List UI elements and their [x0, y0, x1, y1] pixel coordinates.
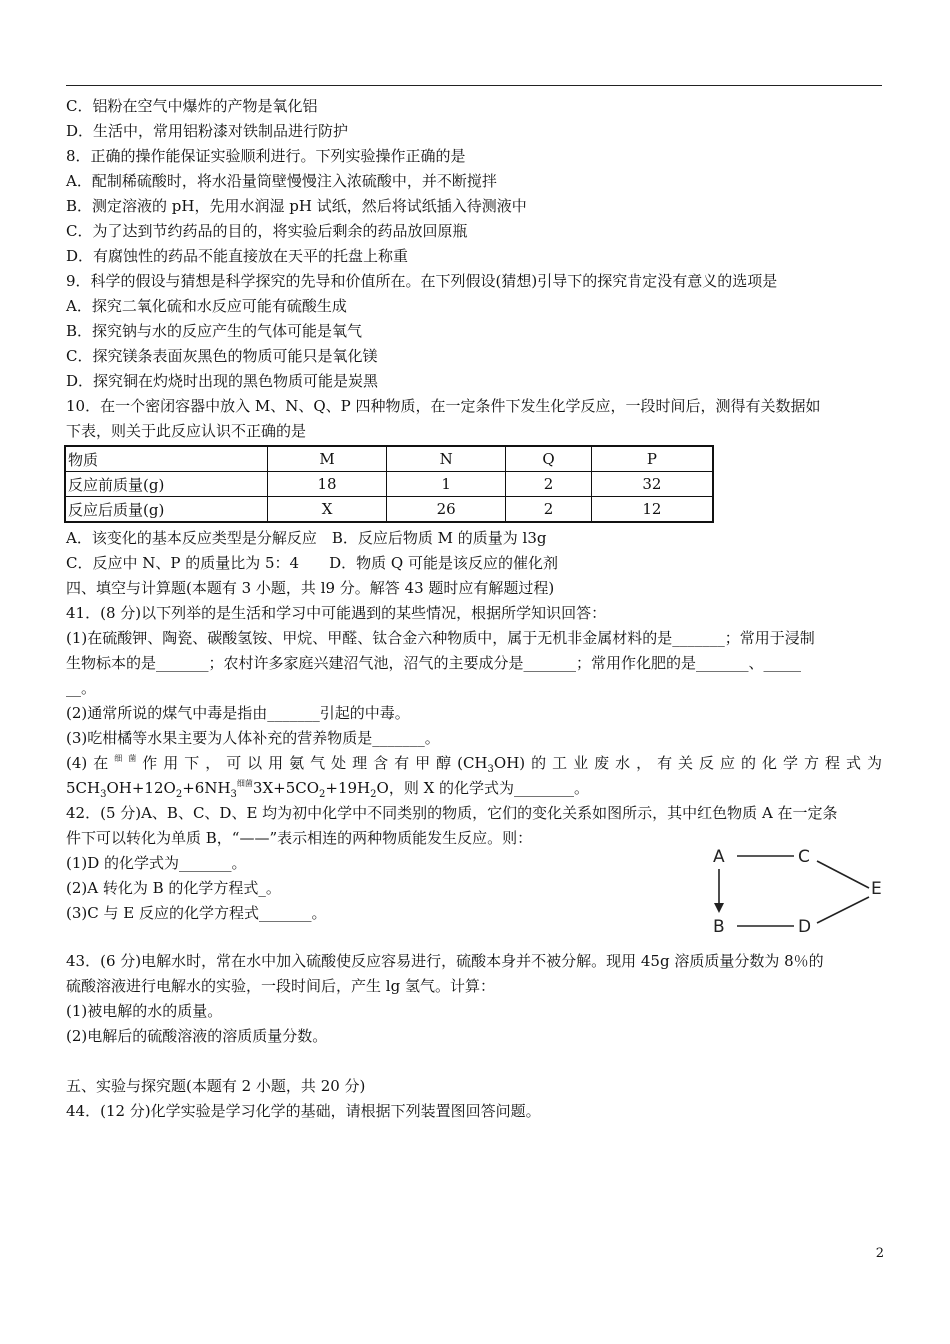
section4-heading: 四、填空与计算题(本题有 3 小题，共 l9 分。解答 43 题时应有解题过程) — [66, 579, 555, 597]
page-number: 2 — [875, 1246, 884, 1261]
q8-option-a: A．配制稀硫酸时，将水沿量筒壁慢慢注入浓硫酸中，并不断搅拌 — [66, 172, 497, 190]
q41-stem: 41．(8 分)以下列举的是生活和学习中可能遇到的某些情况，根据所学知识回答： — [66, 604, 607, 622]
q9-option-d: D．探究铜在灼烧时出现的黑色物质可能是炭黑 — [66, 372, 379, 390]
q42-stem-line1: 42．(5 分)A、B、C、D、E 均为初中化学中不同类别的物质，它们的变化关系如图所示，其中红色物质 A 在一定条 — [66, 804, 838, 822]
data-table — [64, 445, 714, 523]
q42-part1: (1)D 的化学式为_______。 — [66, 854, 247, 872]
q42-part3: (3)C 与 E 反应的化学方程式_______。 — [66, 904, 327, 922]
table-cell: N — [387, 446, 506, 472]
q7-option-d: D．生活中，常用铝粉漆对铁制品进行防护 — [66, 122, 349, 140]
table-cell: P — [591, 446, 713, 472]
q43-part1: (1)被电解的水的质量。 — [66, 1002, 223, 1020]
table-cell: 1 — [387, 472, 506, 497]
q42-part2: (2)A 转化为 B 的化学方程式_。 — [66, 879, 281, 897]
q41-part2: (2)通常所说的煤气中毒是指由_______引起的中毒。 — [66, 704, 410, 722]
q7-option-c: C．铝粉在空气中爆炸的产物是氧化铝 — [66, 97, 318, 115]
node-c: C — [798, 847, 810, 867]
link-d-e — [817, 897, 869, 923]
table-cell: 32 — [591, 472, 713, 497]
header-rule — [66, 85, 882, 86]
q9-option-a: A．探究二氧化硫和水反应可能有硫酸生成 — [66, 297, 347, 315]
q41-part4-line1: (4)在$^{细菌}$作用下，可以用氨气处理含有甲醇$(CH_3OH)$的工业废水，有关反应的化学方程式为 — [66, 754, 882, 775]
q41-part4-equation: $5CH_3OH+12O_2+6NH_3^{细菌}3X+5CO_2+19H_2O$，则 X 的化学式为________。 — [66, 779, 590, 800]
table-cell: 反应后质量(g) — [65, 497, 268, 523]
q9-option-c: C．探究镁条表面灰黑色的物质可能只是氧化镁 — [66, 347, 378, 365]
table-cell: 反应前质量(g) — [65, 472, 268, 497]
table-header-row — [65, 446, 713, 472]
q10-options-ab: A．该变化的基本反应类型是分解反应 B．反应后物质 M 的质量为 l3g — [66, 529, 547, 547]
table-cell: 26 — [387, 497, 506, 523]
table-cell: 2 — [506, 472, 592, 497]
table-cell: Q — [506, 446, 592, 472]
q10-stem-line2: 下表，则关于此反应认识不正确的是 — [66, 422, 307, 440]
node-e: E — [871, 879, 882, 899]
q8-option-b: B．测定溶液的 pH，先用水润湿 pH 试纸，然后将试纸插入待测液中 — [66, 197, 527, 215]
arrow-head — [714, 903, 724, 913]
q10-options-cd: C．反应中 N、P 的质量比为 5：4 D．物质 Q 可能是该反应的催化剂 — [66, 554, 558, 572]
q41-part1-line2: 生物标本的是_______；农村许多家庭兴建沼气池，沼气的主要成分是_______；常用作化肥的是_______、_____ — [66, 654, 802, 672]
node-b: B — [713, 917, 725, 937]
q41-part1-line1: (1)在硫酸钾、陶瓷、碳酸氢铵、甲烷、甲醛、钛合金六种物质中，属于无机非金属材料的是_______；常用于浸制 — [66, 629, 815, 647]
node-d: D — [798, 917, 812, 937]
q9-stem: 9．科学的假设与猜想是科学探究的先导和价值所在。在下列假设(猜想)引导下的探究肯定没有意义的选项是 — [66, 272, 778, 290]
table-row — [65, 472, 713, 497]
table-cell: X — [268, 497, 387, 523]
q8-option-d: D．有腐蚀性的药品不能直接放在天平的托盘上称重 — [66, 247, 409, 265]
q41-part1-line3: __。 — [66, 679, 97, 697]
q10-stem-line1: 10．在一个密闭容器中放入 M、N、Q、P 四种物质，在一定条件下发生化学反应，一段时间后，测得有关数据如 — [66, 397, 821, 415]
q8-option-c: C．为了达到节约药品的目的，将实验后剩余的药品放回原瓶 — [66, 222, 468, 240]
table-cell: 2 — [506, 497, 592, 523]
node-a: A — [713, 847, 725, 867]
q8-stem: 8．正确的操作能保证实验顺利进行。下列实验操作正确的是 — [66, 147, 466, 165]
table-row — [65, 497, 713, 523]
q44-stem: 44．(12 分)化学实验是学习化学的基础，请根据下列装置图回答问题。 — [66, 1102, 541, 1120]
relation-diagram — [705, 843, 890, 943]
q43-stem-line2: 硫酸溶液进行电解水的实验，一段时间后，产生 lg 氢气。计算： — [66, 977, 495, 995]
table-cell: 物质 — [65, 446, 268, 472]
section5-heading: 五、实验与探究题(本题有 2 小题，共 20 分) — [66, 1077, 366, 1095]
table-cell: M — [268, 446, 387, 472]
q9-option-b: B．探究钠与水的反应产生的气体可能是氧气 — [66, 322, 363, 340]
table-cell: 18 — [268, 472, 387, 497]
q43-stem-line1: 43．(6 分)电解水时，常在水中加入硫酸使反应容易进行，硫酸本身并不被分解。现用 45g 溶质质量分数为 8％的 — [66, 952, 824, 970]
link-c-e — [817, 861, 869, 888]
table-cell: 12 — [591, 497, 713, 523]
q42-stem-line2: 件下可以转化为单质 B，“——”表示相连的两种物质能发生反应。则： — [66, 829, 533, 847]
q43-part2: (2)电解后的硫酸溶液的溶质质量分数。 — [66, 1027, 328, 1045]
q41-part3: (3)吃柑橘等水果主要为人体补充的营养物质是_______。 — [66, 729, 440, 747]
